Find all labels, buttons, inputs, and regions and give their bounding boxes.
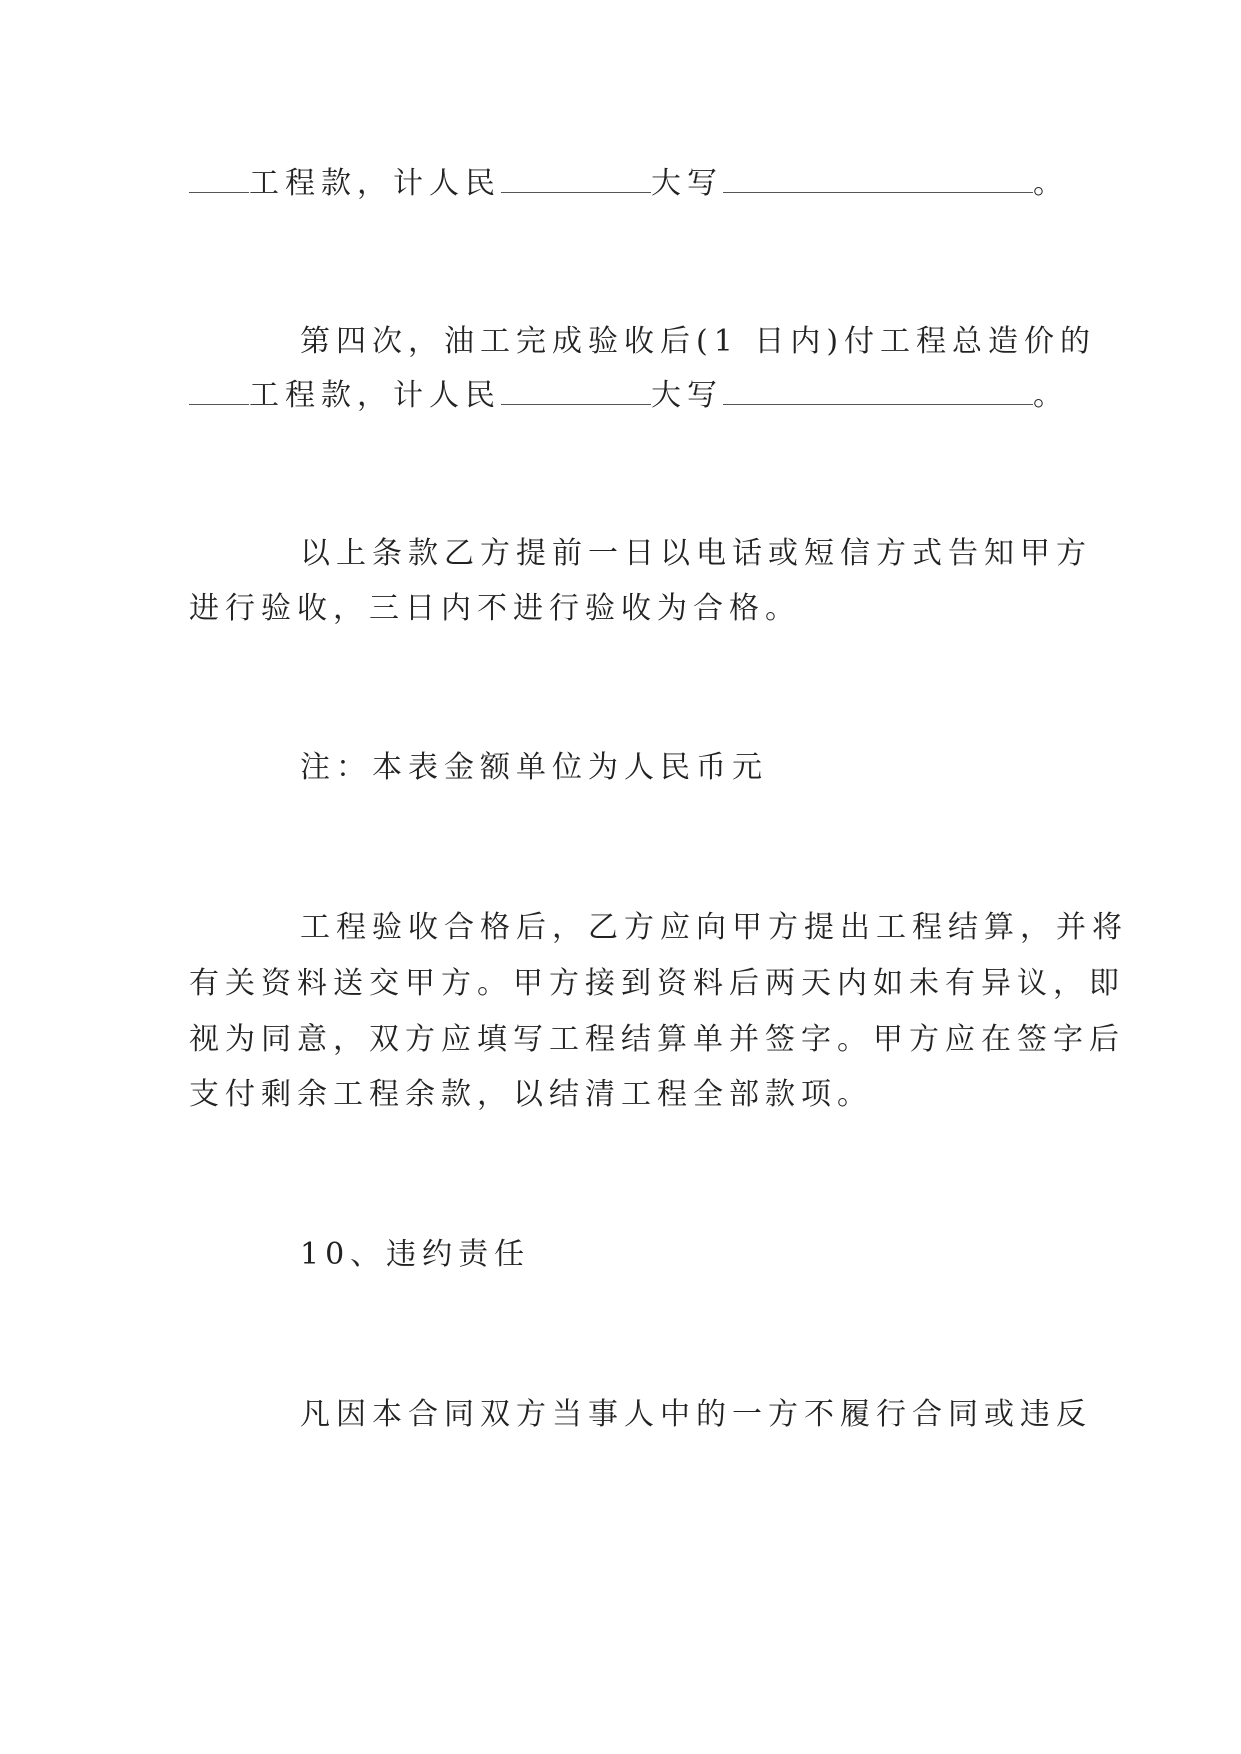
text-segment: 工程款，计人民 [249, 378, 501, 413]
breach-clause-line-1: 凡因本合同双方当事人中的一方不履行合同或违反 [300, 1397, 1092, 1432]
inspection-notice-line-1: 以上条款乙方提前一日以电话或短信方式告知甲方 [300, 536, 1092, 571]
blank-amount [501, 382, 651, 405]
text-segment: 大写 [651, 166, 723, 201]
settlement-line-3: 视为同意，双方应填写工程结算单并签字。甲方应在签字后 [189, 1022, 1125, 1057]
blank-percentage [189, 382, 249, 405]
blank-percentage [189, 170, 249, 193]
blank-amount-uppercase [723, 382, 1033, 405]
inspection-notice-line-2: 进行验收，三日内不进行验收为合格。 [189, 591, 801, 626]
settlement-line-4: 支付剩余工程余款，以结清工程全部款项。 [189, 1077, 873, 1112]
payment-line-3 [189, 166, 1069, 202]
payment-fourth-line: 第四次，油工完成验收后(1 日内)付工程总造价的 [300, 324, 1097, 359]
settlement-line-1: 工程验收合格后，乙方应向甲方提出工程结算，并将 [300, 910, 1128, 945]
text-segment: 大写 [651, 378, 723, 413]
currency-note: 注：本表金额单位为人民币元 [300, 750, 768, 785]
payment-fourth-amount-line [189, 378, 1069, 414]
section-heading-breach: 10、违约责任 [300, 1237, 531, 1272]
text-segment: 。 [1033, 166, 1069, 201]
text-segment: 工程款，计人民 [249, 166, 501, 201]
blank-amount [501, 170, 651, 193]
text-segment: 。 [1033, 378, 1069, 413]
settlement-line-2: 有关资料送交甲方。甲方接到资料后两天内如未有异议，即 [189, 966, 1125, 1001]
blank-amount-uppercase [723, 170, 1033, 193]
